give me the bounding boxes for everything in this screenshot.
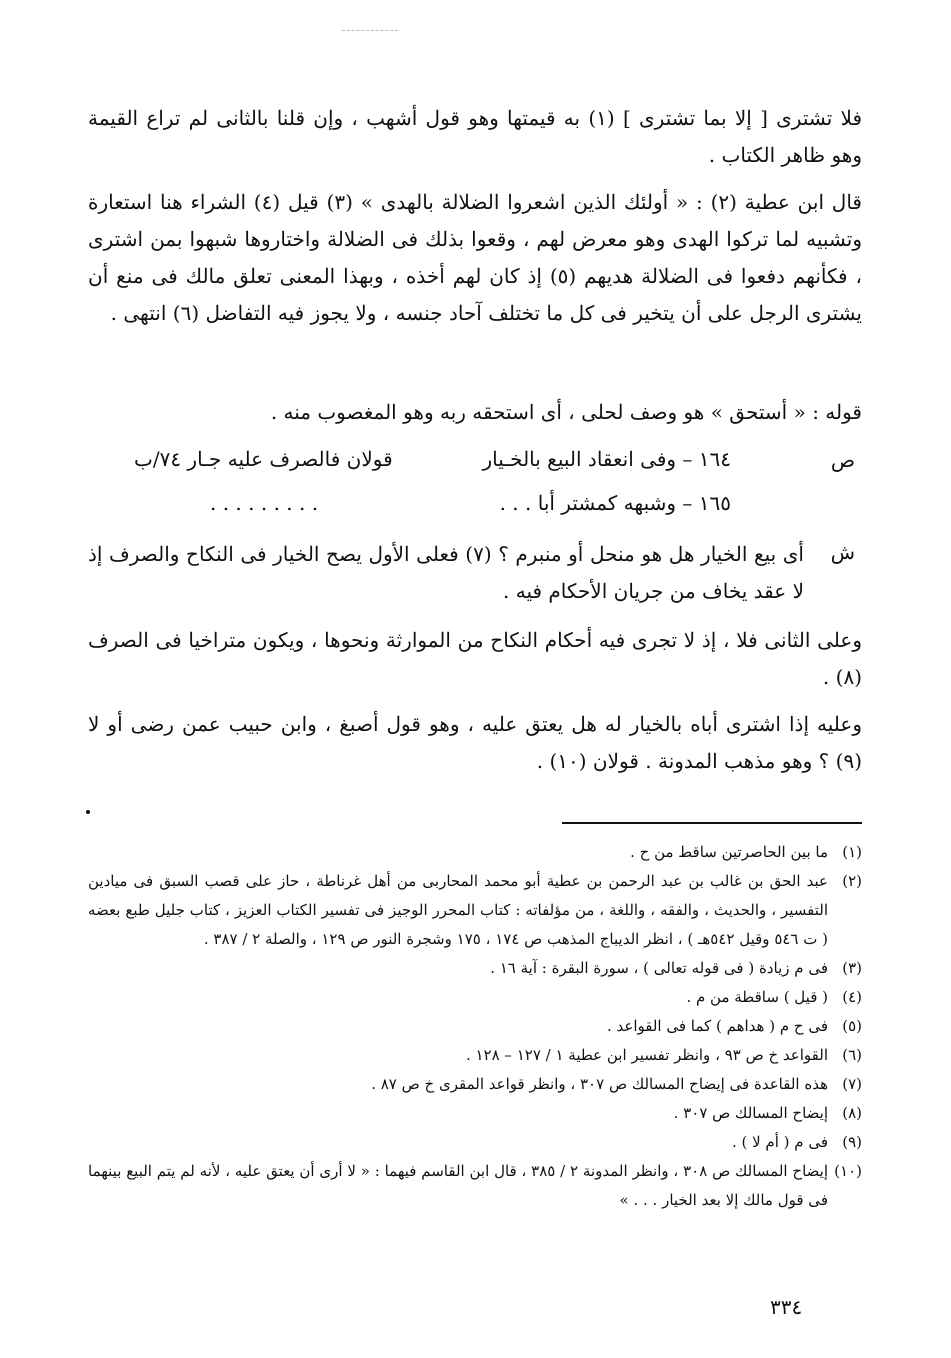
footnote-1 — [88, 838, 862, 867]
footnote-7 — [88, 1070, 862, 1099]
paragraph-1-text: فلا تشترى [ إلا بما تشترى ] (١) به قيمتها وهو قول أشهب ، وإن قلنا بالثانى لم تراع القيمة وهو ظاهر الكتاب . — [88, 106, 863, 167]
paragraph-6-text: وعليه إذا اشترى أباه بالخيار له هل يعتق عليه ، وهو قول أصبغ ، وابن حبيب عمن رضى أو لا (٩) ؟ وهو مذهب المدونة . قولان (١٠) . — [88, 712, 862, 773]
footnote-3 — [88, 954, 862, 983]
paragraph-5-text: وعلى الثانى فلا ، إذ لا تجرى فيه أحكام النكاح من الموارثة ونحوها ، ويكون متراخيا فى الصرف (٨) . — [88, 628, 862, 689]
commentary-marker: ش — [830, 540, 855, 564]
footnote-rule — [562, 822, 862, 824]
footnote-number: (٨) — [842, 1104, 862, 1122]
footnote-text: فى م ( أم لا ) . — [731, 1133, 828, 1151]
paragraph-3-text: قوله : « أستحق » هو وصف لحلى ، أى استحقه ربه وهو المغصوب منه . — [270, 400, 862, 424]
footnote-number: (٥) — [842, 1017, 862, 1035]
footnote-text: هذه القاعدة فى إيضاح المسالك ص ٣٠٧ ، وانظر قواعد المقرى خ ص ٨٧ . — [371, 1075, 828, 1093]
footnote-6 — [88, 1041, 862, 1070]
footnote-number: (١٠) — [834, 1162, 862, 1180]
footnote-text: ( قيل ) ساقطة من م . — [686, 988, 828, 1006]
footnote-5 — [88, 1012, 862, 1041]
paragraph-6 — [88, 706, 862, 780]
footnote-number: (١) — [842, 843, 862, 861]
verse-164-first-hemistich: ١٦٤ – وفى انعقاد البيع بالخـيار — [482, 447, 731, 471]
footnote-number: (٢) — [842, 872, 862, 890]
footnote-number: (٤) — [842, 988, 862, 1006]
page-number: ٣٣٤ — [770, 1295, 803, 1319]
verse-165-first-hemistich: ١٦٥ – وشبهه كمشتر أبا . . . — [499, 491, 731, 515]
verse-165-second-hemistich: . . . . . . . . . — [210, 491, 319, 515]
footnote-number: (٩) — [842, 1133, 862, 1151]
paragraph-1 — [88, 100, 862, 174]
footnote-number: (٣) — [842, 959, 862, 977]
paragraph-4-text: أى بيع الخيار هل هو منحل أو منبرم ؟ (٧) فعلى الأول يصح الخيار فى النكاح والصرف إذ لا عقد يخاف من جريان الأحكام فيه . — [88, 542, 804, 603]
paragraph-4 — [88, 536, 804, 610]
paragraph-2 — [88, 184, 862, 332]
footnote-text: إيضاح المسالك ص ٣٠٧ . — [673, 1104, 828, 1122]
verse-marker: ص — [830, 448, 855, 472]
footnote-10 — [88, 1157, 862, 1215]
footnote-text: القواعد خ ص ٩٣ ، وانظر تفسير ابن عطية ١ / ١٢٧ – ١٢٨ . — [465, 1046, 828, 1064]
footnote-9 — [88, 1128, 862, 1157]
paragraph-3 — [88, 394, 862, 431]
footnote-4 — [88, 983, 862, 1012]
footnote-number: (٦) — [842, 1046, 862, 1064]
footnote-text: فى م زيادة ( فى قوله تعالى ) ، سورة البقرة : آية ١٦ . — [490, 959, 828, 977]
footnote-8 — [88, 1099, 862, 1128]
top-dash-mark — [342, 30, 398, 31]
footnotes — [88, 838, 862, 1215]
paragraph-2-text: قال ابن عطية (٢) : « أولئك الذين اشعروا الضلالة بالهدى » (٣) قيل (٤) الشراء هنا استعارة وتشبيه لما تركوا الهدى وهو معرض لهم ، وقعوا بذلك فى الضلالة واختاروها شبهوا بمن اشترى ، فكأنهم دفعوا فى الضلالة هديهم (٥) إذ كان لهم أخذه ، وبهذا المعنى تعلق مالك فى منع أن يشترى الرجل على أن يتخير فى كل ما تختلف آحاد جنسه ، ولا يجوز فيه التفاضل (٦) انتهى . — [88, 190, 862, 325]
footnote-number: (٧) — [842, 1075, 862, 1093]
paragraph-5 — [88, 622, 862, 696]
footnote-2 — [88, 867, 862, 954]
stray-dot — [86, 810, 90, 814]
footnote-text: ما بين الحاصرتين ساقط من ح . — [630, 843, 828, 861]
footnote-text: فى ح م ( هداهم ) كما فى القواعد . — [607, 1017, 828, 1035]
verse-164-second-hemistich: قولان فالصرف عليه جـار ٧٤/ب — [134, 447, 393, 471]
footnote-text: إيضاح المسالك ص ٣٠٨ ، وانظر المدونة ٢ / ٣٨٥ ، قال ابن القاسم فيهما : « لا أرى أن يعتق عليه ، لأنه لم يتم البيع بينهما فى قول مالك إلا بعد الخيار . . . » — [88, 1162, 829, 1209]
footnote-text: عبد الحق بن غالب بن عبد الرحمن بن عطية أبو محمد المحاربى من أهل غرناطة ، حاز على قصب السبق فى ميادين التفسير ، والحديث ، والفقه ، واللغة ، من مؤلفاته : كتاب المحرر الوجيز فى تفسير الكتاب العزيز ، كتاب جليل طبع بعضه ( ت ٥٤٦ وقيل ٥٤٢هـ ) ، انظر الديباج المذهب ص ١٧٤ ، ١٧٥ وشجرة النور ص ١٢٩ ، والصلة ٢ / ٣٨٧ . — [88, 872, 828, 948]
